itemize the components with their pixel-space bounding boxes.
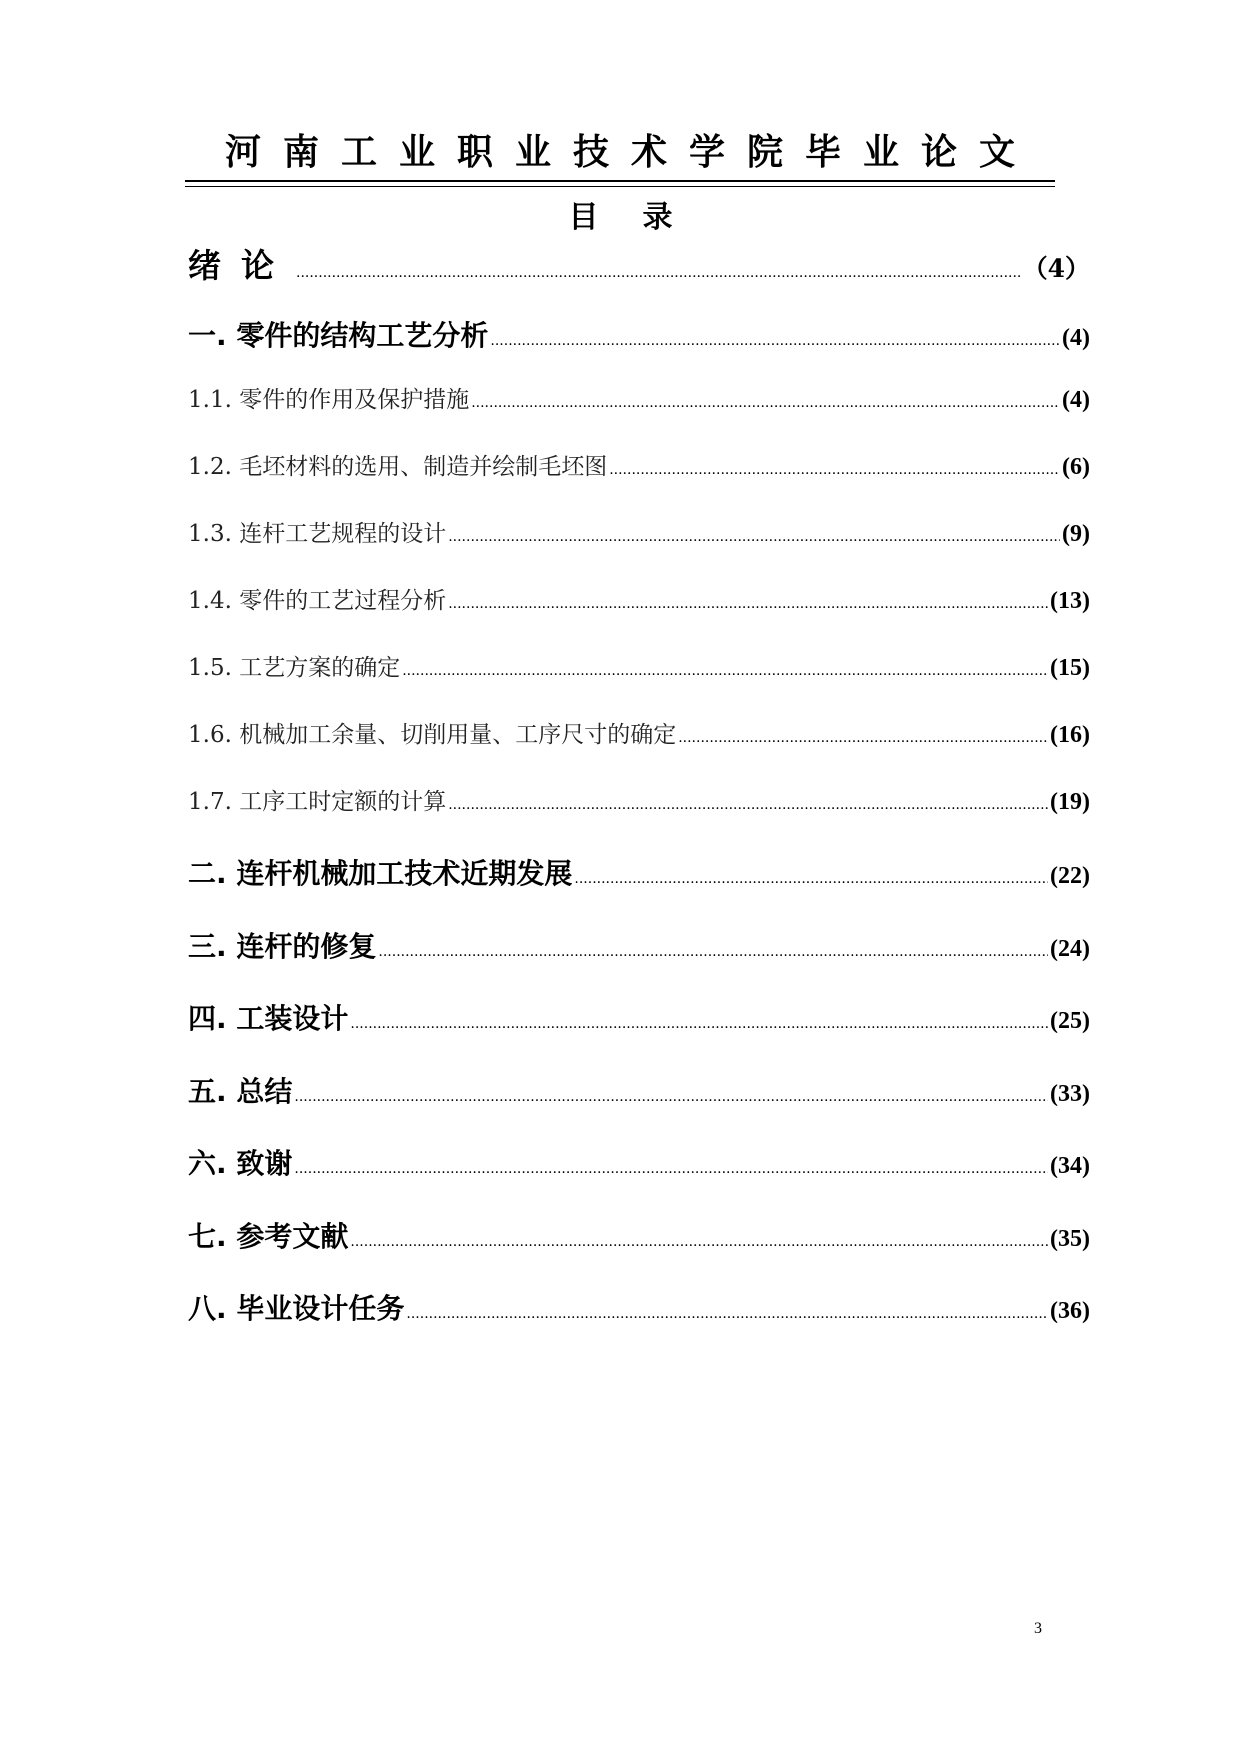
toc-dot-leader <box>471 395 1060 411</box>
toc-entry-chapter-7[interactable] <box>188 1215 1090 1255</box>
toc-entry-page: (16) <box>1050 722 1090 748</box>
toc-dot-leader <box>490 333 1060 349</box>
toc-entry-label: 四. 工装设计 <box>188 1002 349 1035</box>
toc-dot-leader <box>609 462 1060 478</box>
toc-dot-leader <box>448 797 1048 813</box>
toc-entry-page: (13) <box>1050 588 1090 614</box>
toc-entry-label: 绪论 <box>188 246 294 285</box>
toc-entry-label: 1.4. 零件的工艺过程分析 <box>188 588 447 614</box>
toc-dot-leader <box>378 944 1048 960</box>
toc-dot-leader <box>296 265 1021 281</box>
toc-entry-label: 1.7. 工序工时定额的计算 <box>188 789 447 815</box>
toc-entry-page: (19) <box>1050 789 1090 815</box>
toc-entry-section-1-3[interactable] <box>188 515 1090 548</box>
toc-entry-page: (4) <box>1062 325 1090 351</box>
toc-entry-chapter-3[interactable] <box>188 925 1090 965</box>
toc-title: 目录 <box>568 200 717 235</box>
toc-entry-page: (33) <box>1050 1081 1090 1107</box>
toc-entry-page: (22) <box>1050 863 1090 889</box>
toc-entry-chapter-4[interactable] <box>188 997 1090 1037</box>
toc-entry-label: 一. 零件的结构工艺分析 <box>188 319 489 352</box>
toc-entry-chapter-1[interactable] <box>188 314 1090 354</box>
toc-entry-label: 1.3. 连杆工艺规程的设计 <box>188 521 447 547</box>
toc-entry-section-1-2[interactable] <box>188 448 1090 481</box>
toc-entry-label: 三. 连杆的修复 <box>188 930 377 963</box>
toc-dot-leader <box>678 730 1048 746</box>
toc-entry-label: 1.1. 零件的作用及保护措施 <box>188 387 470 413</box>
toc-entry-page: (36) <box>1050 1298 1090 1324</box>
document-header <box>185 128 1055 176</box>
toc-entry-chapter-8[interactable] <box>188 1287 1090 1327</box>
toc-entry-label: 七. 参考文献 <box>188 1220 349 1253</box>
toc-entry-label: 1.5. 工艺方案的确定 <box>188 655 401 681</box>
toc-entry-page: (4) <box>1062 387 1090 413</box>
toc-entry-chapter-5[interactable] <box>188 1070 1090 1110</box>
toc-entry-label: 1.6. 机械加工余量、切削用量、工序尺寸的确定 <box>188 722 677 748</box>
toc-entry-page: (15) <box>1050 655 1090 681</box>
toc-entry-page: (25) <box>1050 1008 1090 1034</box>
toc-entry-page: （4） <box>1022 254 1090 283</box>
toc-dot-leader <box>294 1161 1048 1177</box>
toc-dot-leader <box>350 1234 1048 1250</box>
toc-entry-section-1-5[interactable] <box>188 649 1090 682</box>
toc-entry-label: 1.2. 毛坯材料的选用、制造并绘制毛坯图 <box>188 454 608 480</box>
toc-entry-section-1-7[interactable] <box>188 783 1090 816</box>
toc-entry-label: 六. 致谢 <box>188 1147 293 1180</box>
toc-dot-leader <box>402 663 1048 679</box>
toc-entry-section-1-6[interactable] <box>188 716 1090 749</box>
toc-entry-label: 八. 毕业设计任务 <box>188 1292 405 1325</box>
header-title: 河南工业职业技术学院毕业论文 <box>224 131 1037 173</box>
toc-entry-page: (24) <box>1050 936 1090 962</box>
toc-dot-leader <box>406 1306 1048 1322</box>
page-number: 3 <box>1034 1620 1042 1637</box>
toc-entry-page: (34) <box>1050 1153 1090 1179</box>
toc-entry-page: (9) <box>1062 521 1090 547</box>
header-double-rule <box>185 180 1055 187</box>
toc-entry-page: (6) <box>1062 454 1090 480</box>
toc-dot-leader <box>294 1089 1048 1105</box>
toc-dot-leader <box>448 596 1048 612</box>
toc-entry-label: 五. 总结 <box>188 1075 293 1108</box>
toc-entry-introduction[interactable] <box>188 240 1090 287</box>
toc-entry-section-1-4[interactable] <box>188 582 1090 615</box>
toc-entry-chapter-6[interactable] <box>188 1142 1090 1182</box>
toc-entry-page: (35) <box>1050 1226 1090 1252</box>
toc-dot-leader <box>350 1016 1048 1032</box>
toc-entry-chapter-2[interactable] <box>188 852 1090 892</box>
toc-entry-section-1-1[interactable] <box>188 381 1090 414</box>
toc-dot-leader <box>574 871 1048 887</box>
toc-entry-label: 二. 连杆机械加工技术近期发展 <box>188 857 573 890</box>
toc-dot-leader <box>448 529 1060 545</box>
